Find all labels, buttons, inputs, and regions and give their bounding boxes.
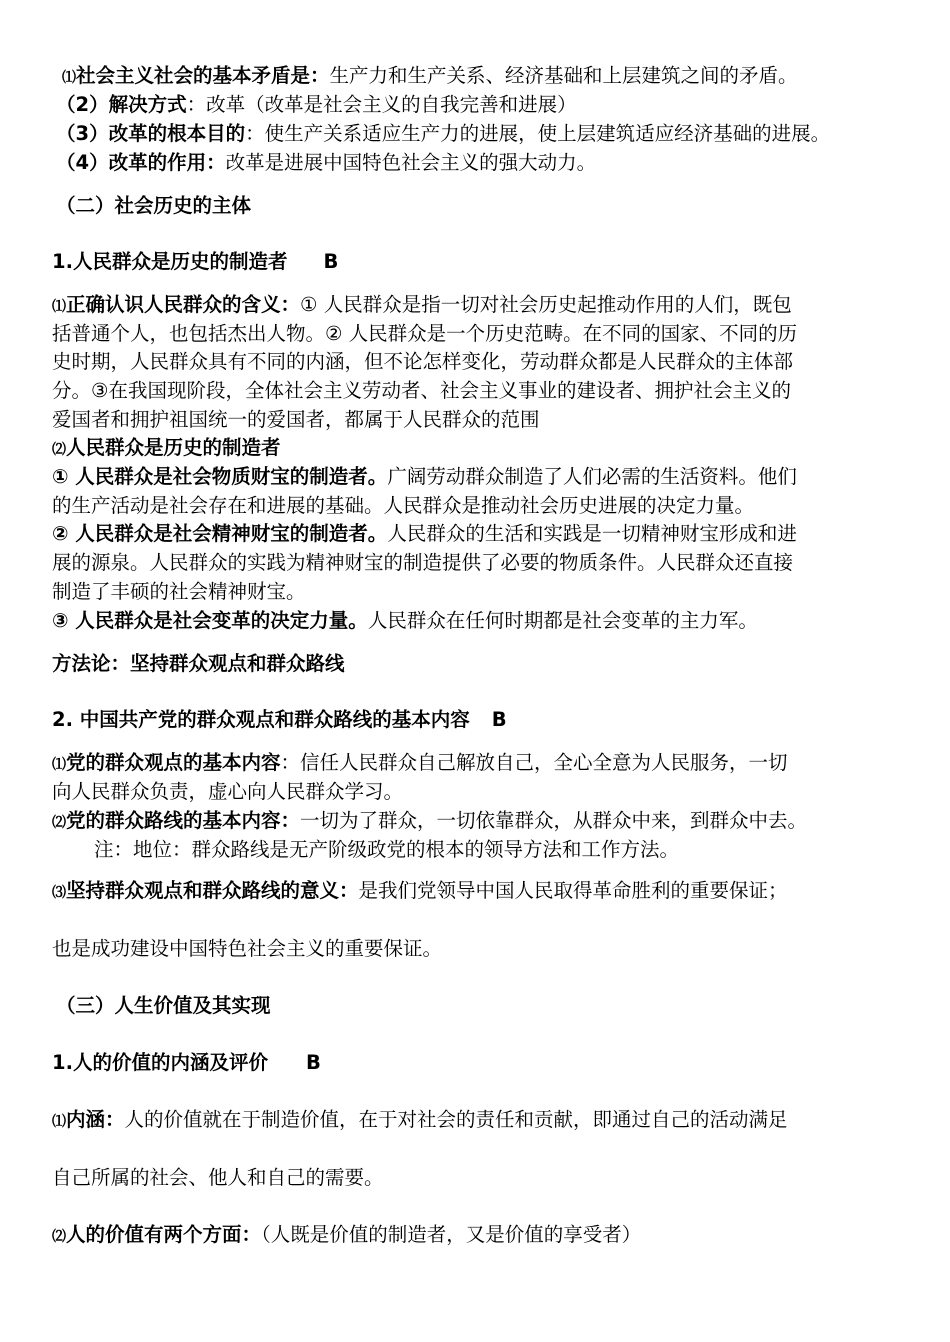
paragraph-line	[52, 1108, 788, 1134]
item-label: 人的价值有两个方面：	[66, 1223, 262, 1246]
subsection-title	[52, 250, 338, 274]
item-label: ③ 人民群众是社会变革的决定力量。	[52, 609, 368, 632]
item-marker: ⑵	[52, 1229, 66, 1245]
paragraph-line: 括普通个人，也包括杰出人物。② 人民群众是一个历史范畴。在不同的国家、不同的历	[52, 322, 798, 345]
paragraph-line	[52, 879, 788, 905]
list-item	[56, 151, 596, 175]
section-heading: （三）人生价值及其实现	[56, 994, 271, 1017]
grade-label: B	[491, 708, 507, 731]
paragraph-text: ① 人民群众是指一切对社会历史起推动作用的人们，既包	[300, 293, 792, 316]
methodology-heading: 方法论：坚持群众观点和群众路线	[52, 652, 345, 675]
list-item	[56, 93, 577, 117]
paragraph-text: 是我们党领导中国人民取得革命胜利的重要保证；	[358, 879, 788, 902]
paragraph-text: （人既是价值的制造者，又是价值的享受者）	[261, 1223, 642, 1246]
paragraph-text: 人的价值就在于制造价值，在于对社会的责任和贡献，即通过自己的活动满足	[124, 1108, 788, 1131]
subsection-title-text: 1.人民群众是历史的制造者	[52, 250, 288, 273]
item-marker: ⑵	[52, 442, 66, 458]
paragraph-line: 向人民群众负责，虚心向人民群众学习。	[52, 780, 404, 803]
grade-label: B	[323, 250, 339, 273]
item-label: 改革的作用：	[108, 151, 226, 174]
paragraph-line: 制造了丰硕的社会精神财宝。	[52, 580, 306, 603]
item-label: 内涵：	[66, 1108, 125, 1131]
paragraph-text: 人民群众在任何时期都是社会变革的主力军。	[367, 609, 758, 632]
item-label: 正确认识人民群众的含义：	[66, 293, 301, 316]
paragraph-text: 一切为了群众，一切依靠群众，从群众中来，到群众中去。	[300, 809, 808, 832]
paragraph-line	[52, 293, 792, 319]
item-label: 人民群众是历史的制造者	[66, 436, 281, 459]
paragraph-line: 的生产活动是社会存在和进展的基础。人民群众是推动社会历史进展的决定力量。	[52, 494, 755, 517]
section-heading: （二）社会历史的主体	[56, 194, 252, 217]
item-label: ① 人民群众是社会物质财宝的制造者。	[52, 465, 388, 488]
paragraph-line	[52, 1223, 641, 1249]
item-label: 解决方式	[108, 93, 187, 116]
item-marker: ⑴	[52, 757, 66, 773]
item-text: ：改革（改革是社会主义的自我完善和进展）	[186, 93, 577, 116]
item-marker: （4）	[56, 151, 109, 174]
subsection-title	[52, 708, 507, 732]
list-item	[56, 122, 830, 146]
item-text: 改革是进展中国特色社会主义的强大动力。	[225, 151, 597, 174]
paragraph-line	[52, 436, 281, 462]
subsection-title	[52, 1051, 321, 1075]
item-label: 改革的根本目的	[108, 122, 246, 145]
item-marker: （3）	[56, 122, 109, 145]
item-marker: ⑵	[52, 815, 66, 831]
paragraph-line: 史时期，人民群众具有不同的内涵，但不论怎样变化，劳动群众都是人民群众的主体部	[52, 350, 794, 373]
paragraph-line	[52, 465, 797, 489]
item-marker: ⑴	[52, 299, 66, 315]
item-label: 党的群众观点的基本内容	[66, 751, 281, 774]
grade-label: B	[305, 1051, 321, 1074]
item-text: ：使生产关系适应生产力的进展，使上层建筑适应经济基础的进展。	[245, 122, 831, 145]
item-label: ② 人民群众是社会精神财宝的制造者。	[52, 522, 388, 545]
item-marker: ⑴	[52, 1114, 66, 1130]
item-marker: ⑶	[52, 885, 66, 901]
list-item	[62, 64, 798, 90]
paragraph-line: 展的源泉。人民群众的实践为精神财宝的制造提供了必要的物质条件。人民群众还直接	[52, 551, 794, 574]
paragraph-text: 广阔劳动群众制造了人们必需的生活资料。他们	[387, 465, 797, 488]
subsection-title-text: 1.人的价值的内涵及评价	[52, 1051, 268, 1074]
paragraph-line	[52, 522, 797, 546]
paragraph-line	[52, 751, 788, 777]
item-marker: ⑴	[62, 70, 76, 86]
paragraph-line: 爱国者和拥护祖国统一的爱国者，都属于人民群众的范围	[52, 408, 540, 431]
item-label: 党的群众路线的基本内容：	[66, 809, 301, 832]
paragraph-line	[52, 809, 807, 835]
item-marker: （2）	[56, 93, 109, 116]
item-label: 坚持群众观点和群众路线的意义：	[66, 879, 359, 902]
item-text: 生产力和生产关系、经济基础和上层建筑之间的矛盾。	[329, 64, 798, 87]
paragraph-line: 也是成功建设中国特色社会主义的重要保证。	[52, 937, 443, 960]
paragraph-line	[52, 609, 758, 633]
paragraph-text: 人民群众的生活和实践是一切精神财宝形成和进	[387, 522, 797, 545]
note-line: 注：地位：群众路线是无产阶级政党的根本的领导方法和工作方法。	[94, 838, 680, 861]
item-label: 社会主义社会的基本矛盾是：	[76, 64, 330, 87]
paragraph-line: 分。③在我国现阶段，全体社会主义劳动者、社会主义事业的建设者、拥护社会主义的	[52, 379, 791, 402]
subsection-title-text: 2. 中国共产党的群众观点和群众路线的基本内容	[52, 708, 470, 731]
paragraph-line: 自己所属的社会、他人和自己的需要。	[52, 1166, 384, 1189]
paragraph-text: ：信任人民群众自己解放自己，全心全意为人民服务，一切	[280, 751, 788, 774]
